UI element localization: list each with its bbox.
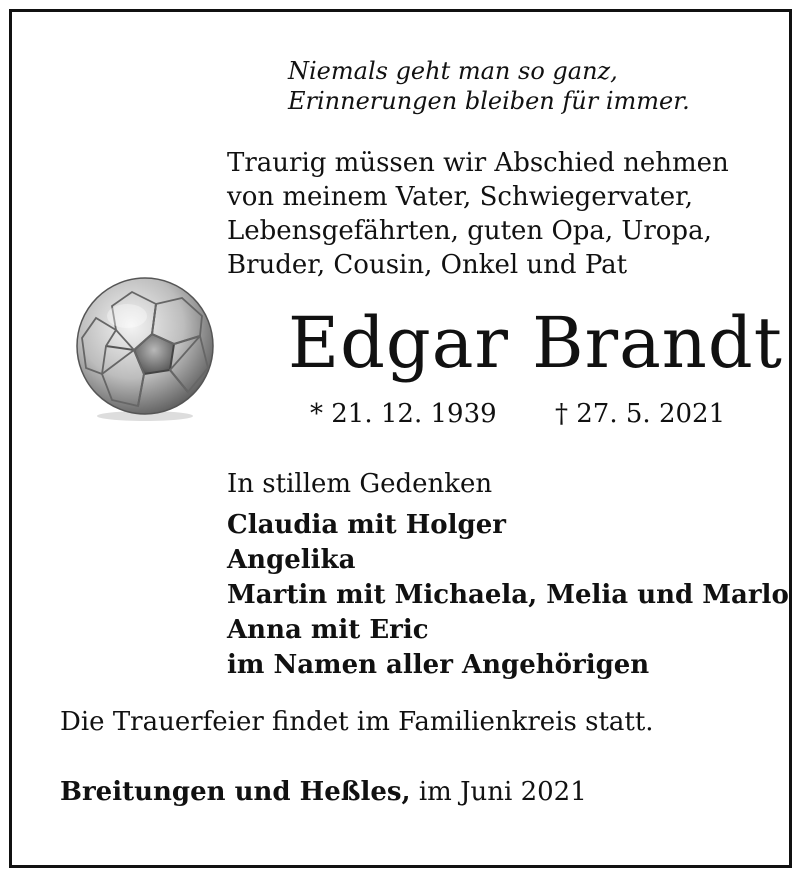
intro-line: von meinem Vater, Schwiegervater,: [227, 182, 693, 212]
mourner-entry: Martin mit Michaela, Melia und Marlo: [227, 580, 789, 610]
death-date: † 27. 5. 2021: [555, 399, 726, 429]
football-icon: [72, 276, 218, 422]
ceremony-note: Die Trauerfeier findet im Familienkreis statt.: [60, 707, 654, 737]
mourner-entry: Claudia mit Holger: [227, 510, 506, 540]
place-date: [60, 775, 587, 809]
place: Breitungen und Heßles,: [60, 777, 411, 807]
mourner-entry: Angelika: [227, 545, 356, 575]
mourners-list: [227, 508, 789, 683]
motto-line: Niemals geht man so ganz,: [288, 57, 618, 85]
mourner-entry: Anna mit Eric: [227, 615, 429, 645]
motto-line: Erinnerungen bleiben für immer.: [288, 87, 690, 115]
motto: [288, 56, 690, 116]
obituary-card: [9, 9, 792, 868]
mourner-entry: im Namen aller Angehörigen: [227, 650, 650, 680]
intro-text: [227, 146, 729, 282]
birth-date: * 21. 12. 1939: [310, 399, 497, 429]
memory-line: In stillem Gedenken: [227, 469, 493, 499]
date-line: im Juni 2021: [418, 777, 587, 807]
deceased-name: Edgar Brandt: [288, 302, 783, 384]
intro-line: Bruder, Cousin, Onkel und Pat: [227, 250, 628, 280]
intro-line: Lebensgefährten, guten Opa, Uropa,: [227, 216, 712, 246]
intro-line: Traurig müssen wir Abschied nehmen: [227, 148, 729, 178]
